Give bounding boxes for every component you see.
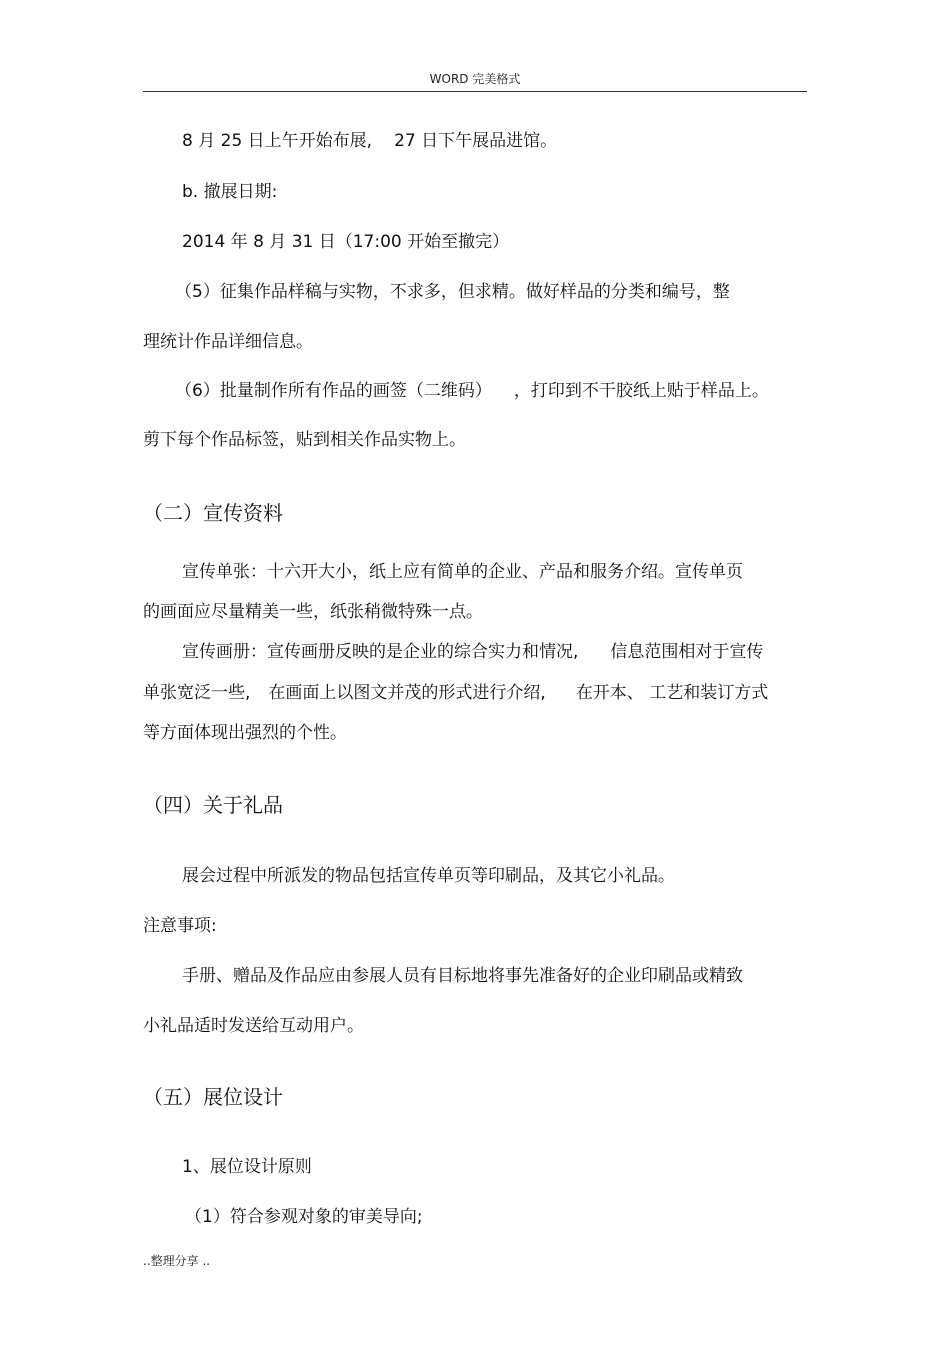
text-segment: （6）批量制作所有作品的画签（二维码） <box>175 381 492 401</box>
paragraph-line: 宣传单张：十六开大小，纸上应有简单的企业、产品和服务介绍。宣传单页 <box>182 562 743 582</box>
text-segment: ，打印到不干胶纸上贴于样品上。 <box>513 381 769 401</box>
text-segment: 在开本、 工艺和装订方式 <box>575 683 769 703</box>
paragraph-line: 小礼品适时发送给互动用户。 <box>143 1016 364 1036</box>
page-header-title: WORD 完美格式 <box>429 72 521 86</box>
paragraph-line: 注意事项: <box>143 916 217 936</box>
paragraph-line: 2014 年 8 月 31 日（17:00 开始至撤完） <box>182 232 510 252</box>
text-segment: 信息范围相对于宣传 <box>610 642 764 662</box>
text-segment: 8 月 25 日上午开始布展, <box>182 131 373 151</box>
text-segment: 宣传画册：宣传画册反映的是企业的综合实力和情况, <box>182 642 579 662</box>
section-heading: （四）关于礼品 <box>143 793 283 817</box>
paragraph-line <box>182 642 763 662</box>
section-heading: （五）展位设计 <box>143 1085 283 1109</box>
paragraph-line: （5）征集作品样稿与实物，不求多，但求精。做好样品的分类和编号，整 <box>175 282 730 302</box>
header-divider <box>143 91 807 92</box>
paragraph-line <box>143 683 768 703</box>
paragraph-line <box>175 381 769 401</box>
paragraph-line: 手册、赠品及作品应由参展人员有目标地将事先准备好的企业印刷品或精致 <box>182 966 743 986</box>
paragraph-line: 展会过程中所派发的物品包括宣传单页等印刷品，及其它小礼品。 <box>182 866 675 886</box>
paragraph-line: 1、展位设计原则 <box>182 1157 312 1177</box>
paragraph-line <box>182 131 557 151</box>
text-segment: 27 日下午展品进馆。 <box>394 131 558 151</box>
text-segment: 单张宽泛一些, <box>143 683 251 703</box>
paragraph-line: （1）符合参观对象的审美导向; <box>185 1207 423 1227</box>
paragraph-line: 等方面体现出强烈的个性。 <box>143 723 347 743</box>
paragraph-line: 的画面应尽量精美一些，纸张稍微特殊一点。 <box>143 602 483 622</box>
paragraph-line: 理统计作品详细信息。 <box>143 332 313 352</box>
text-segment: 在画面上以图文并茂的形式进行介绍, <box>268 683 546 703</box>
section-heading: （二）宣传资料 <box>143 501 283 525</box>
paragraph-line: b. 撤展日期: <box>182 182 278 202</box>
page-footer: ..整理分享 .. <box>143 1254 211 1268</box>
paragraph-line: 剪下每个作品标签，贴到相关作品实物上。 <box>143 430 466 450</box>
